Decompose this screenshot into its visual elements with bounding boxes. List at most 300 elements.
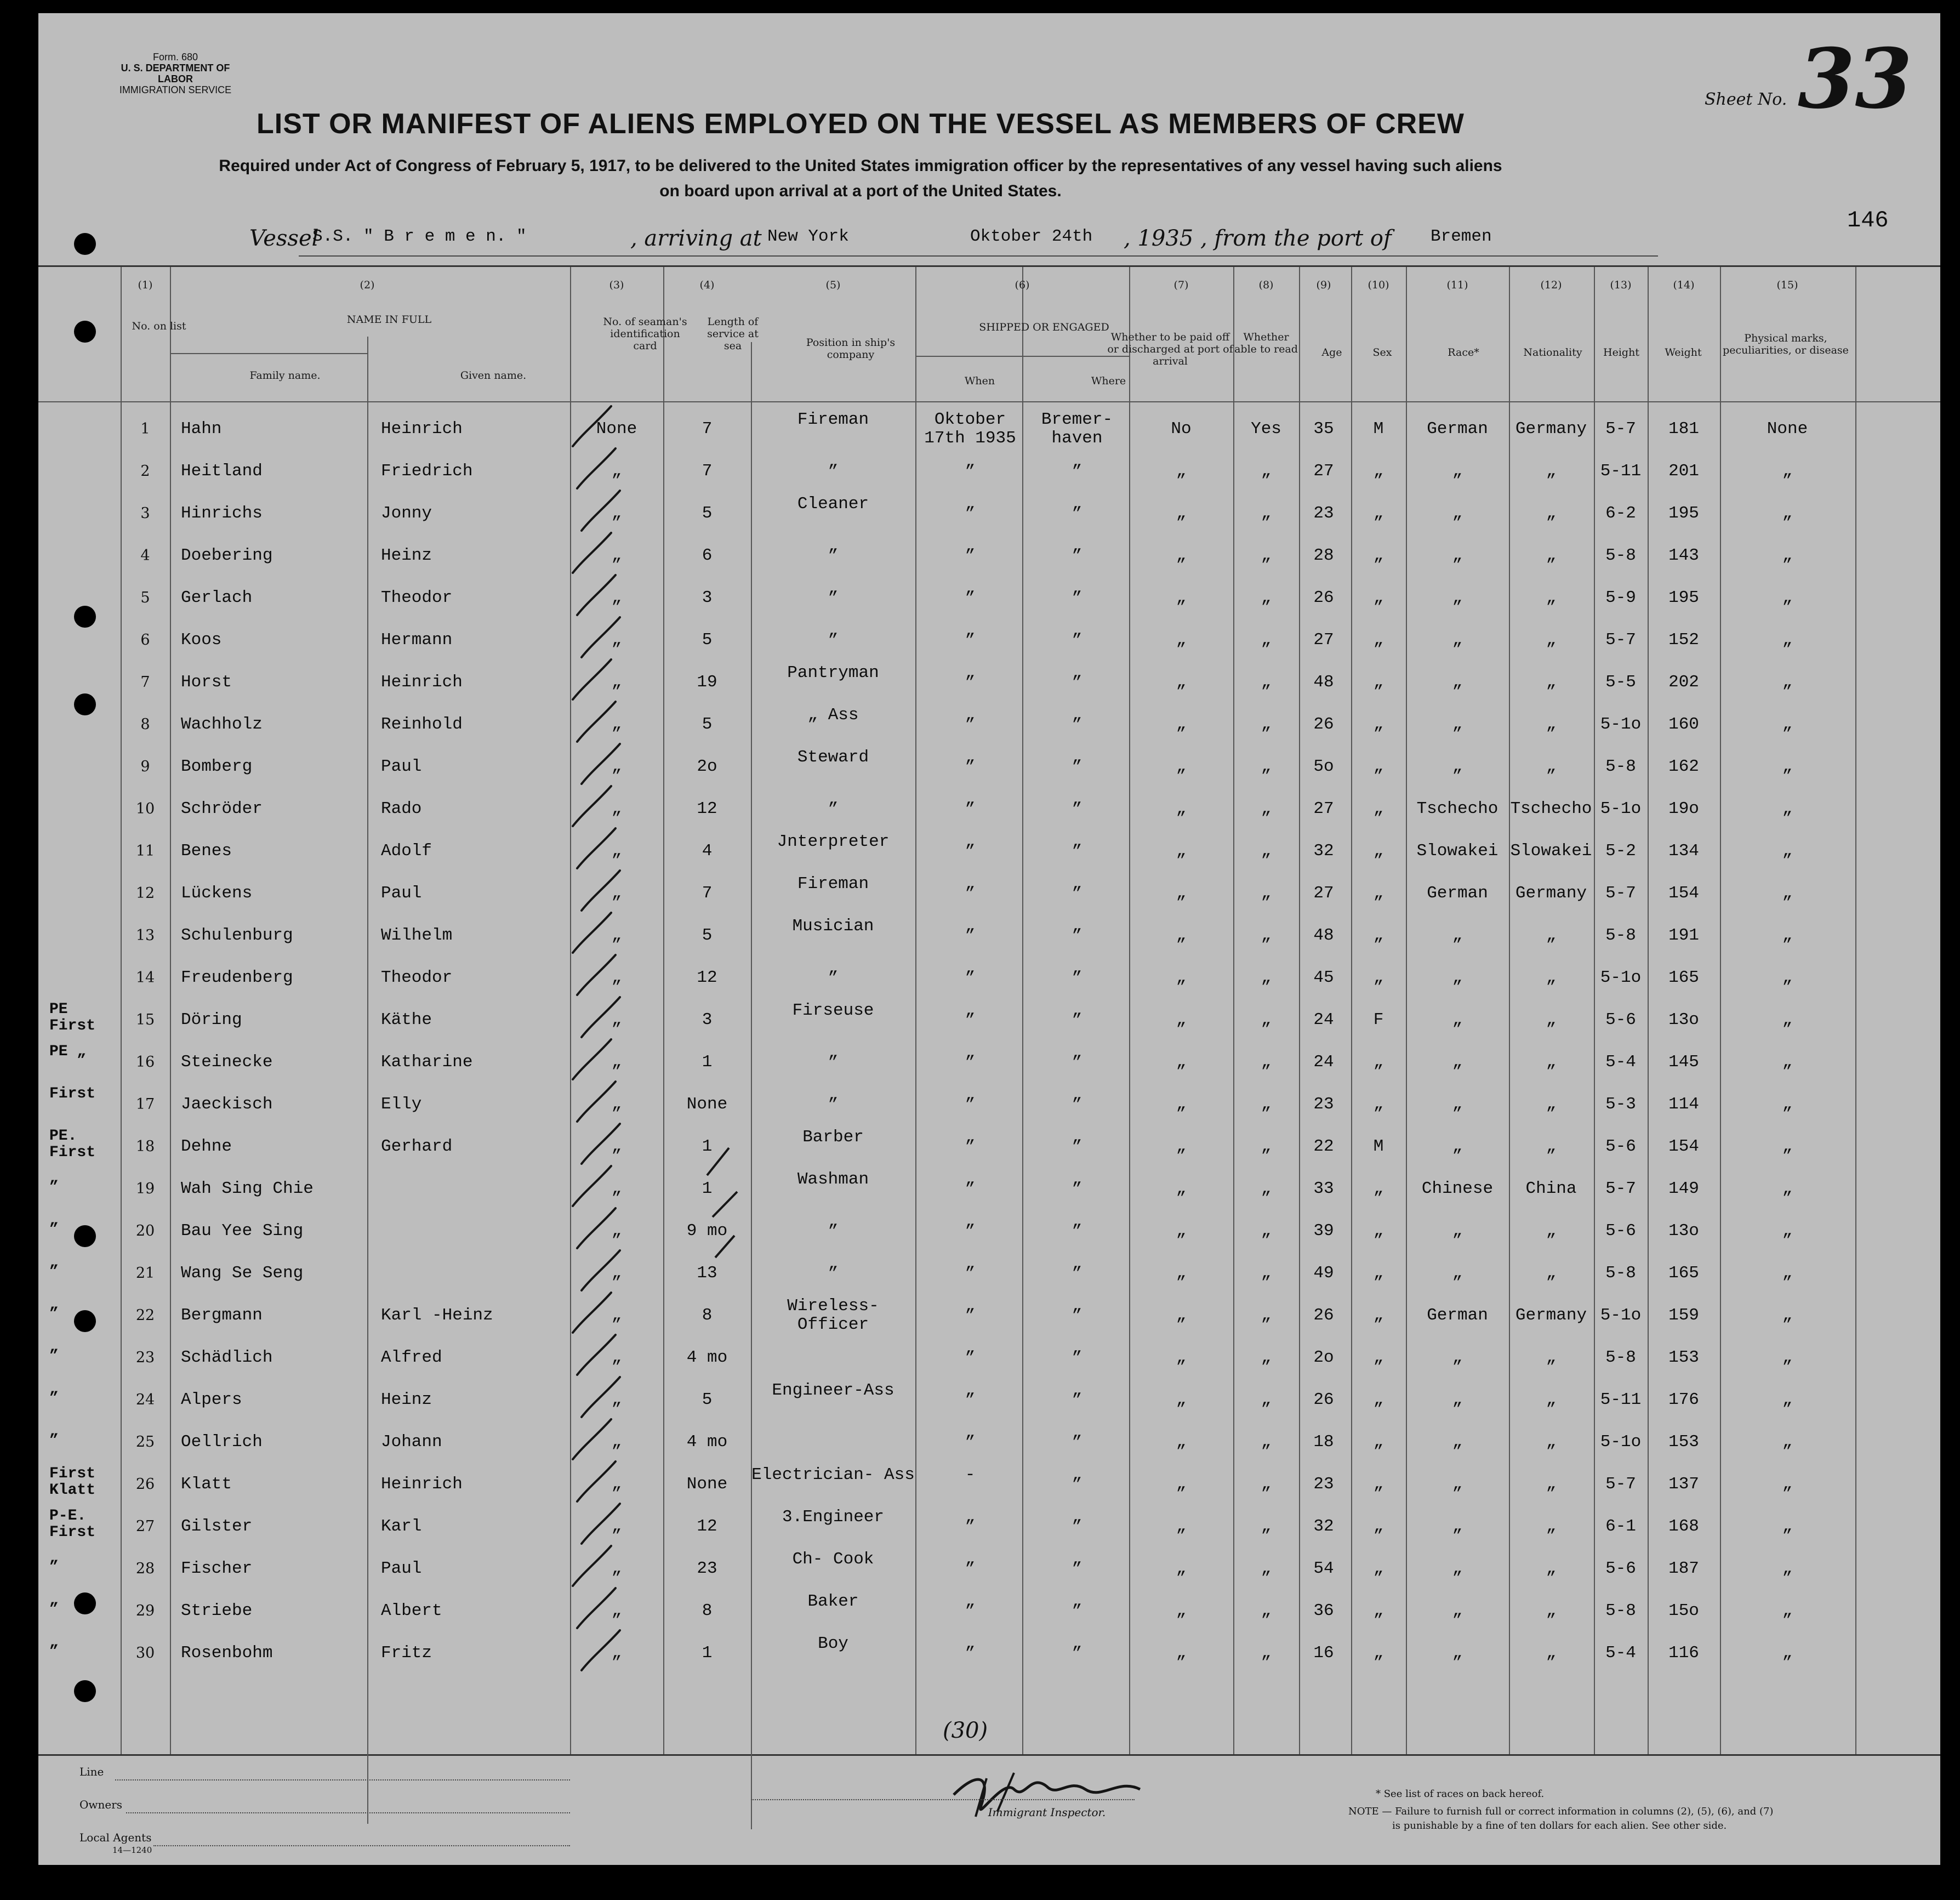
physical-marks: „	[1782, 1306, 1793, 1325]
arriving-label: , arriving at	[630, 226, 762, 251]
able-to-read: „	[1261, 673, 1272, 692]
position: Washman	[797, 1170, 869, 1189]
col-header-paid-off: Whether to be paid off or discharged at port of arrival	[1107, 331, 1233, 367]
age: 48	[1313, 673, 1334, 692]
family-name: Doebering	[181, 546, 273, 565]
physical-marks: „	[1782, 504, 1793, 523]
height: 5-7	[1605, 630, 1636, 650]
column-number: (4)	[699, 279, 715, 291]
shipped-where: „	[1072, 832, 1082, 851]
length-of-service: 12	[697, 1517, 717, 1536]
service-checkmarks	[707, 1148, 737, 1258]
length-of-service: 4 mo	[686, 1348, 728, 1367]
punch-hole	[74, 1680, 96, 1702]
weight: 15o	[1668, 1601, 1699, 1620]
race: „	[1452, 968, 1463, 987]
paid-off: „	[1176, 1475, 1187, 1494]
col-header-when: When	[964, 375, 995, 387]
height: 5-8	[1605, 926, 1636, 945]
paid-off: „	[1176, 504, 1187, 523]
given-name: Heinz	[381, 546, 432, 565]
id-card: „	[611, 968, 622, 987]
position: Pantryman	[787, 663, 879, 682]
position: Electrician- Ass	[751, 1465, 915, 1484]
row-number: 30	[135, 1645, 155, 1662]
shipped-when: „	[965, 1508, 976, 1527]
length-of-service: 5	[702, 715, 713, 734]
arrival-date: Oktober 24th	[970, 227, 1093, 246]
sex: „	[1373, 1559, 1384, 1578]
shipped-when: Oktober 17th 1935	[924, 410, 1016, 448]
position: „	[828, 959, 839, 978]
paid-off: „	[1176, 630, 1187, 650]
shipped-where: „	[1072, 579, 1082, 598]
family-name: Jaeckisch	[181, 1095, 273, 1114]
row-number: 21	[135, 1265, 155, 1282]
nationality: „	[1546, 1348, 1557, 1367]
height: 5-8	[1605, 546, 1636, 565]
nationality: Germany	[1515, 1306, 1587, 1325]
paid-off: „	[1176, 968, 1187, 987]
nationality: „	[1546, 1559, 1557, 1578]
id-card: „	[611, 630, 622, 650]
height: 5-7	[1605, 1475, 1636, 1494]
given-name: Alfred	[381, 1348, 442, 1367]
column-number: (7)	[1173, 279, 1189, 291]
id-card: „	[611, 1221, 622, 1241]
margin-annotation: „	[49, 1592, 59, 1609]
able-to-read: „	[1261, 1643, 1272, 1663]
col-header-nationality: Nationality	[1523, 346, 1582, 359]
row-number: 26	[135, 1476, 155, 1493]
weight: 13o	[1668, 1010, 1699, 1029]
id-card: „	[611, 1601, 622, 1620]
id-card: „	[611, 546, 622, 565]
paid-off: „	[1176, 1601, 1187, 1620]
weight: 195	[1668, 504, 1699, 523]
able-to-read: „	[1261, 1475, 1272, 1494]
family-name: Rosenbohm	[181, 1643, 273, 1663]
able-to-read: „	[1261, 1601, 1272, 1620]
shipped-when: „	[965, 579, 976, 598]
sex: „	[1373, 968, 1384, 987]
row-number: 13	[135, 927, 155, 944]
sex: „	[1373, 1306, 1384, 1325]
race: „	[1452, 588, 1463, 607]
family-name: Döring	[181, 1010, 242, 1029]
weight: 149	[1668, 1179, 1699, 1198]
family-name: Bomberg	[181, 757, 253, 776]
able-to-read: „	[1261, 546, 1272, 565]
length-of-service: 23	[697, 1559, 717, 1578]
length-of-service: 19	[697, 673, 717, 692]
family-name: Schädlich	[181, 1348, 273, 1367]
family-name: Striebe	[181, 1601, 253, 1620]
id-card: „	[611, 715, 622, 734]
inspector-field	[751, 1799, 1135, 1801]
margin-annotation: PE First	[49, 1001, 96, 1034]
age: 32	[1313, 1517, 1334, 1536]
age: 22	[1313, 1137, 1334, 1156]
weight: 13o	[1668, 1221, 1699, 1241]
crew-count: (30)	[943, 1718, 988, 1743]
row-number: 3	[140, 505, 150, 522]
length-of-service: 8	[702, 1306, 713, 1325]
physical-marks: „	[1782, 1601, 1793, 1620]
margin-annotation: First Klatt	[49, 1465, 96, 1499]
race: „	[1452, 1390, 1463, 1409]
row-number: 5	[140, 589, 150, 606]
margin-annotation: „	[49, 1550, 59, 1567]
age: 23	[1313, 1095, 1334, 1114]
row-number: 4	[140, 547, 150, 564]
position: „ Ass	[807, 706, 859, 725]
weight: 143	[1668, 546, 1699, 565]
nationality: „	[1546, 1137, 1557, 1156]
id-card: „	[611, 588, 622, 607]
age: 26	[1313, 588, 1334, 607]
position: Ch- Cook	[792, 1550, 874, 1569]
paid-off: „	[1176, 1179, 1187, 1198]
weight: 116	[1668, 1643, 1699, 1663]
able-to-read: „	[1261, 1137, 1272, 1156]
physical-marks: „	[1782, 799, 1793, 818]
physical-marks: „	[1782, 1643, 1793, 1663]
sex: „	[1373, 504, 1384, 523]
physical-marks: „	[1782, 841, 1793, 861]
weight: 19o	[1668, 799, 1699, 818]
race: „	[1452, 1095, 1463, 1114]
able-to-read: „	[1261, 630, 1272, 650]
age: 26	[1313, 1306, 1334, 1325]
able-to-read: „	[1261, 1264, 1272, 1283]
length-of-service: 4 mo	[686, 1432, 728, 1452]
row-number: 2	[140, 463, 150, 480]
age: 27	[1313, 462, 1334, 481]
age: 2o	[1313, 1348, 1334, 1367]
form-number: Form. 680	[152, 52, 198, 62]
height: 5-9	[1605, 588, 1636, 607]
row-number: 27	[135, 1518, 155, 1535]
shipped-when: „	[965, 537, 976, 556]
nationality: „	[1546, 757, 1557, 776]
race: Slowakei	[1416, 841, 1499, 861]
age: 27	[1313, 884, 1334, 903]
col-header-race: Race*	[1448, 346, 1479, 359]
physical-marks: „	[1782, 1010, 1793, 1029]
inspector-label: Immigrant Inspector.	[988, 1806, 1106, 1819]
given-name: Fritz	[381, 1643, 432, 1663]
physical-marks: „	[1782, 884, 1793, 903]
position: „	[828, 579, 839, 598]
family-name: Fischer	[181, 1559, 253, 1578]
weight: 153	[1668, 1348, 1699, 1367]
row-number: 1	[140, 420, 150, 437]
nationality: „	[1546, 1390, 1557, 1409]
position: Boy	[818, 1634, 848, 1653]
id-card: „	[611, 1053, 622, 1072]
margin-annotation: „	[49, 1254, 59, 1271]
position: „	[828, 621, 839, 640]
shipped-when: „	[965, 1550, 976, 1569]
position: „	[828, 537, 839, 556]
service-name: IMMIGRATION SERVICE	[119, 84, 232, 95]
height: 5-6	[1605, 1010, 1636, 1029]
height: 5-1o	[1600, 799, 1642, 818]
age: 24	[1313, 1053, 1334, 1072]
column-number: (13)	[1610, 279, 1632, 291]
col-header-age: Age	[1321, 346, 1342, 359]
given-name: Katharine	[381, 1053, 473, 1072]
weight: 176	[1668, 1390, 1699, 1409]
column-number: (3)	[609, 279, 624, 291]
shipped-when: „	[965, 1128, 976, 1147]
sex: „	[1373, 757, 1384, 776]
paid-off: „	[1176, 884, 1187, 903]
shipped-where: „	[1072, 1254, 1082, 1273]
age: 36	[1313, 1601, 1334, 1620]
able-to-read: „	[1261, 1095, 1272, 1114]
weight: 187	[1668, 1559, 1699, 1578]
id-card: „	[611, 1179, 622, 1198]
physical-marks: „	[1782, 1137, 1793, 1156]
family-name: Wang Se Seng	[181, 1264, 304, 1283]
sex: „	[1373, 1053, 1384, 1072]
paid-off: „	[1176, 588, 1187, 607]
column-number: (15)	[1776, 279, 1798, 291]
shipped-when: -	[965, 1465, 976, 1484]
margin-annotation: PE „	[49, 1043, 87, 1060]
family-name: Wah Sing Chie	[181, 1179, 314, 1198]
age: 26	[1313, 1390, 1334, 1409]
id-card: „	[611, 1306, 622, 1325]
age: 27	[1313, 799, 1334, 818]
shipped-where: „	[1072, 1212, 1082, 1231]
row-number: 17	[135, 1096, 155, 1113]
shipped-where: „	[1072, 1381, 1082, 1400]
id-card: „	[611, 1517, 622, 1536]
length-of-service: 13	[697, 1264, 717, 1283]
shipped-where: „	[1072, 1550, 1082, 1569]
paid-off: „	[1176, 1559, 1187, 1578]
shipped-when: „	[965, 1296, 976, 1316]
physical-marks: „	[1782, 715, 1793, 734]
race: „	[1452, 1559, 1463, 1578]
punch-hole	[74, 1225, 96, 1247]
age: 33	[1313, 1179, 1334, 1198]
family-name: Gilster	[181, 1517, 253, 1536]
nationality: „	[1546, 1601, 1557, 1620]
shipped-where: „	[1072, 1423, 1082, 1442]
age: 32	[1313, 841, 1334, 861]
from-port-label: , from the port of	[1200, 226, 1392, 251]
shipped-when: „	[965, 494, 976, 514]
able-to-read: „	[1261, 1010, 1272, 1029]
position: Fireman	[797, 874, 869, 894]
paid-off: „	[1176, 1095, 1187, 1114]
paid-off: „	[1176, 1221, 1187, 1241]
nationality: „	[1546, 1221, 1557, 1241]
shipped-where: „	[1072, 663, 1082, 682]
paid-off: „	[1176, 841, 1187, 861]
shipped-where: „	[1072, 1508, 1082, 1527]
id-card: „	[611, 1095, 622, 1114]
height: 5-8	[1605, 757, 1636, 776]
margin-annotation: PE. First	[49, 1128, 96, 1161]
weight: 181	[1668, 419, 1699, 439]
shipped-where: „	[1072, 494, 1082, 514]
height: 6-2	[1605, 504, 1636, 523]
nationality: „	[1546, 1264, 1557, 1283]
sex: „	[1373, 1095, 1384, 1114]
physical-marks: „	[1782, 1053, 1793, 1072]
length-of-service: 7	[702, 419, 713, 439]
arriving-port: New York	[767, 227, 849, 246]
length-of-service: 1	[702, 1179, 713, 1198]
line-label: Line	[79, 1765, 104, 1778]
shipped-where: „	[1072, 537, 1082, 556]
position: Musician	[792, 917, 874, 936]
height: 5-1o	[1600, 968, 1642, 987]
page-number: 146	[1847, 207, 1889, 234]
age: 5o	[1313, 757, 1334, 776]
height: 5-6	[1605, 1221, 1636, 1241]
sex: „	[1373, 1643, 1384, 1663]
race: „	[1452, 1643, 1463, 1663]
length-of-service: 3	[702, 1010, 713, 1029]
row-number: 23	[135, 1349, 155, 1366]
weight: 153	[1668, 1432, 1699, 1452]
position: Fireman	[797, 410, 869, 429]
physical-marks: „	[1782, 1390, 1793, 1409]
height: 5-11	[1600, 462, 1642, 481]
physical-marks: „	[1782, 462, 1793, 481]
height: 6-1	[1605, 1517, 1636, 1536]
family-name: Alpers	[181, 1390, 242, 1409]
family-name: Horst	[181, 673, 232, 692]
given-name: Heinz	[381, 1390, 432, 1409]
length-of-service: 3	[702, 588, 713, 607]
weight: 191	[1668, 926, 1699, 945]
id-card: „	[611, 1264, 622, 1283]
column-number: (1)	[138, 279, 153, 291]
length-of-service: None	[686, 1475, 728, 1494]
physical-marks: „	[1782, 588, 1793, 607]
length-of-service: 5	[702, 926, 713, 945]
age: 24	[1313, 1010, 1334, 1029]
shipped-when: „	[965, 874, 976, 894]
row-number: 22	[135, 1307, 155, 1324]
able-to-read: „	[1261, 841, 1272, 861]
weight: 168	[1668, 1517, 1699, 1536]
position: Steward	[797, 748, 869, 767]
age: 16	[1313, 1643, 1334, 1663]
shipped-when: „	[965, 1592, 976, 1611]
height: 5-8	[1605, 1264, 1636, 1283]
given-name: Heinrich	[381, 1475, 463, 1494]
race: „	[1452, 1053, 1463, 1072]
shipped-where: „	[1072, 706, 1082, 725]
height: 5-1o	[1600, 1432, 1642, 1452]
column-number: (12)	[1540, 279, 1562, 291]
shipped-where: „	[1072, 748, 1082, 767]
weight: 201	[1668, 462, 1699, 481]
subtitle-line-2: on board upon arrival at a port of the United States.	[659, 182, 1062, 200]
paid-off: „	[1176, 1643, 1187, 1663]
position: Engineer-Ass	[772, 1381, 894, 1400]
shipped-where: „	[1072, 1634, 1082, 1653]
sex: M	[1373, 419, 1384, 439]
shipped-where: „	[1072, 1296, 1082, 1316]
column-number: (2)	[360, 279, 375, 291]
able-to-read: „	[1261, 884, 1272, 903]
nationality: „	[1546, 1475, 1557, 1494]
column-number: (6)	[1015, 279, 1030, 291]
family-name: Bau Yee Sing	[181, 1221, 304, 1241]
position: Firseuse	[792, 1001, 874, 1020]
nationality: „	[1546, 504, 1557, 523]
shipped-when: „	[965, 1001, 976, 1020]
family-name: Klatt	[181, 1475, 232, 1494]
form-code: 14—1240	[112, 1845, 152, 1855]
arrival-year: , 1935	[1124, 226, 1194, 251]
shipped-when: „	[965, 748, 976, 767]
physical-marks: „	[1782, 1559, 1793, 1578]
nationality: „	[1546, 968, 1557, 987]
height: 5-4	[1605, 1053, 1636, 1072]
physical-marks: „	[1782, 1348, 1793, 1367]
id-card: „	[611, 1643, 622, 1663]
length-of-service: 1	[702, 1053, 713, 1072]
able-to-read: „	[1261, 1221, 1272, 1241]
paid-off: „	[1176, 1264, 1187, 1283]
length-of-service: 12	[697, 799, 717, 818]
given-name: Paul	[381, 884, 422, 903]
weight: 154	[1668, 884, 1699, 903]
weight: 134	[1668, 841, 1699, 861]
position: 3.Engineer	[782, 1508, 885, 1527]
able-to-read: „	[1261, 1179, 1272, 1198]
nationality: China	[1525, 1179, 1577, 1198]
paid-off: „	[1176, 1348, 1187, 1367]
length-of-service: 7	[702, 462, 713, 481]
row-number: 9	[140, 758, 150, 775]
punch-hole	[74, 321, 96, 343]
nationality: „	[1546, 1053, 1557, 1072]
height: 5-7	[1605, 884, 1636, 903]
race: German	[1427, 1306, 1488, 1325]
age: 23	[1313, 1475, 1334, 1494]
age: 45	[1313, 968, 1334, 987]
length-of-service: 1	[702, 1137, 713, 1156]
sex: „	[1373, 588, 1384, 607]
nationality: „	[1546, 1517, 1557, 1536]
row-number: 29	[135, 1602, 155, 1619]
paid-off: „	[1176, 462, 1187, 481]
paid-off: „	[1176, 926, 1187, 945]
row-number: 12	[135, 885, 155, 902]
position: „	[828, 1254, 839, 1273]
able-to-read: „	[1261, 1053, 1272, 1072]
race: „	[1452, 1348, 1463, 1367]
shipped-when: „	[965, 832, 976, 851]
col-header-id-card: No. of seaman's identification card	[603, 316, 687, 352]
race: „	[1452, 757, 1463, 776]
position: Jnterpreter	[777, 832, 890, 851]
shipped-when: „	[965, 1043, 976, 1062]
sex: „	[1373, 673, 1384, 692]
family-name: Schröder	[181, 799, 263, 818]
